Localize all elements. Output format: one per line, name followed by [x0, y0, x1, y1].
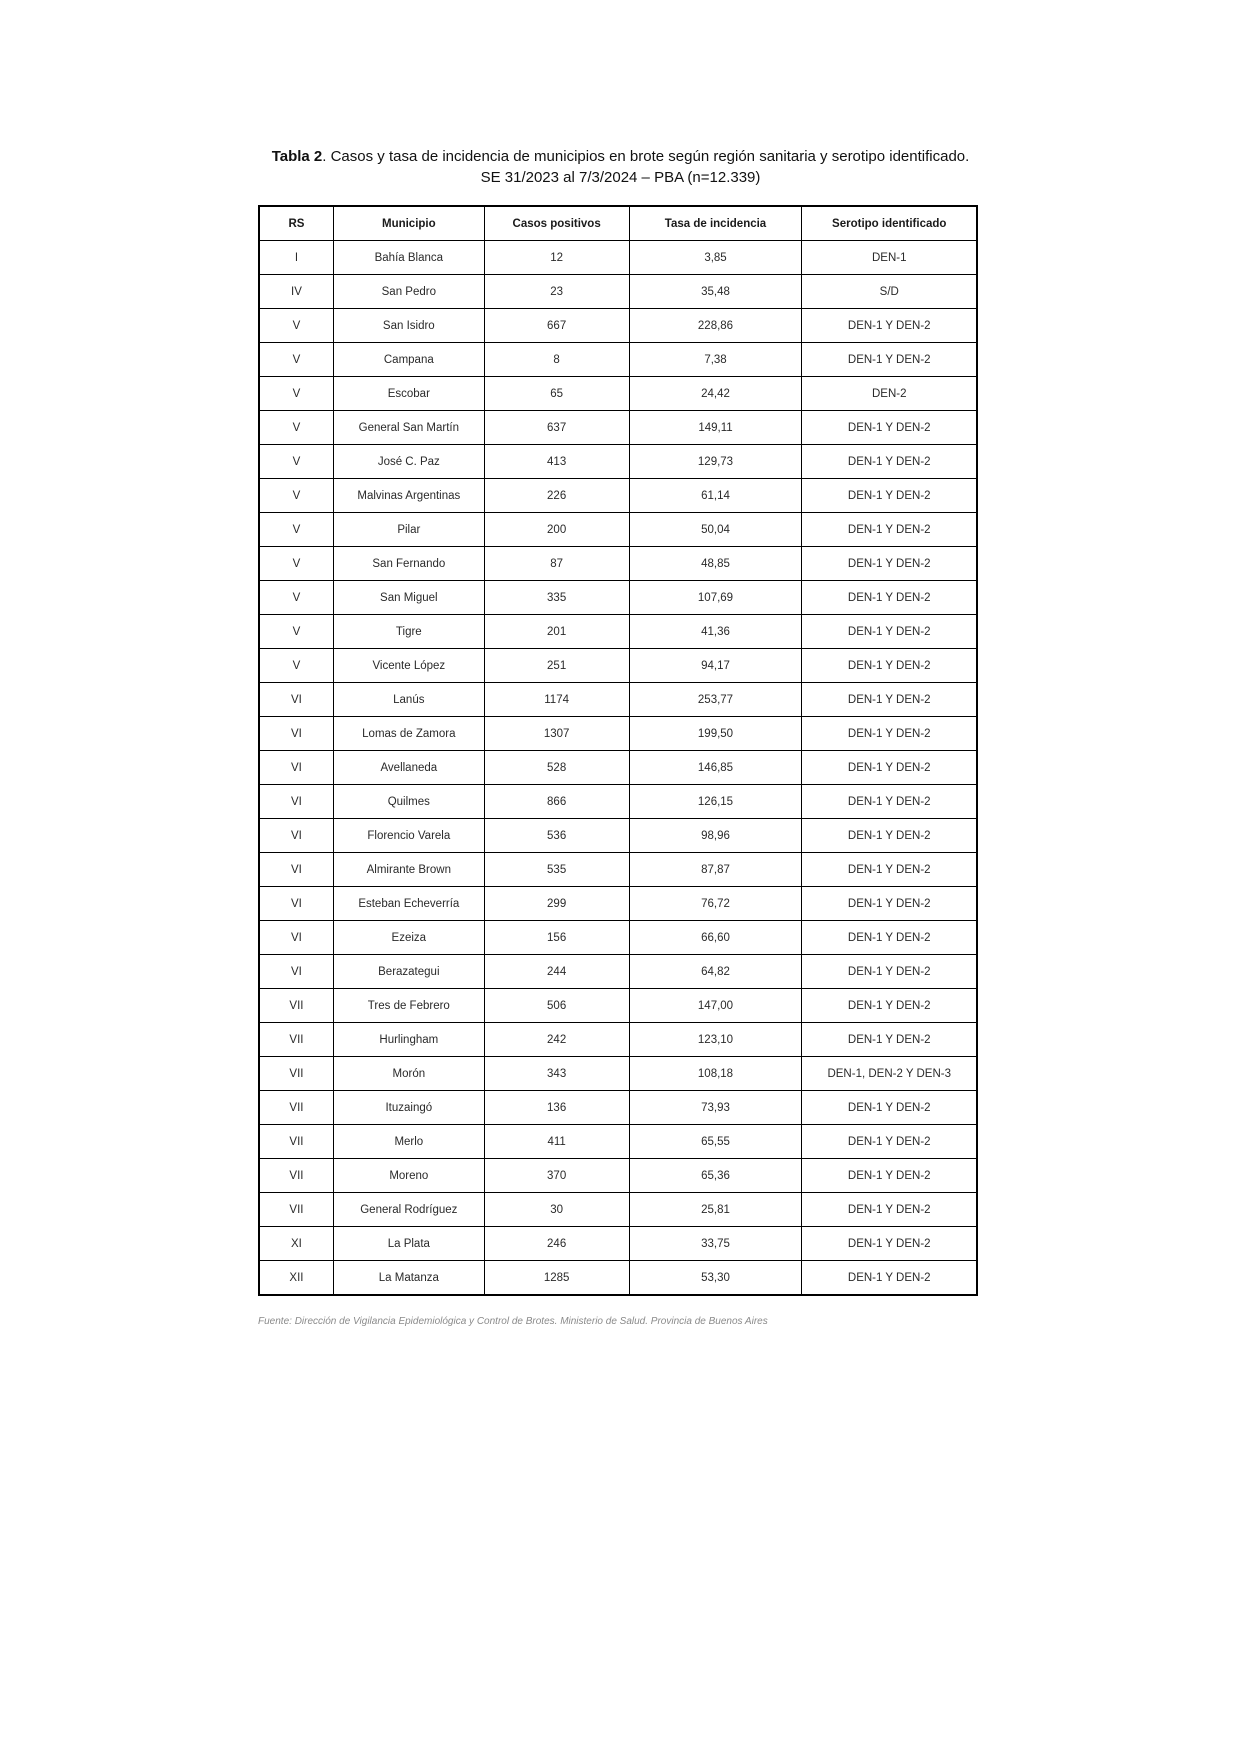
cell-municipio: General Rodríguez [333, 1193, 484, 1227]
cell-rs: XI [259, 1227, 333, 1261]
cell-municipio: Moreno [333, 1159, 484, 1193]
cell-serotipo: DEN-1 Y DEN-2 [802, 853, 977, 887]
table-row [259, 275, 977, 309]
cell-municipio: Ituzaingó [333, 1091, 484, 1125]
cell-tasa: 53,30 [629, 1261, 802, 1296]
cell-tasa: 65,36 [629, 1159, 802, 1193]
cell-tasa: 149,11 [629, 411, 802, 445]
table-row [259, 955, 977, 989]
table-row [259, 1125, 977, 1159]
cell-serotipo: DEN-2 [802, 377, 977, 411]
caption-line-1 [160, 146, 1081, 167]
cell-rs: VII [259, 1057, 333, 1091]
cell-rs: VI [259, 751, 333, 785]
cell-serotipo: DEN-1 Y DEN-2 [802, 615, 977, 649]
cell-serotipo: DEN-1 Y DEN-2 [802, 785, 977, 819]
cell-serotipo: DEN-1 Y DEN-2 [802, 1023, 977, 1057]
cell-casos: 244 [484, 955, 629, 989]
table-header-row [259, 206, 977, 241]
cell-casos: 413 [484, 445, 629, 479]
cell-serotipo: DEN-1 Y DEN-2 [802, 479, 977, 513]
cell-rs: VI [259, 683, 333, 717]
cell-casos: 506 [484, 989, 629, 1023]
cell-rs: V [259, 343, 333, 377]
cell-rs: V [259, 309, 333, 343]
cell-rs: VI [259, 921, 333, 955]
cell-casos: 30 [484, 1193, 629, 1227]
cell-casos: 23 [484, 275, 629, 309]
cell-municipio: Campana [333, 343, 484, 377]
cell-tasa: 146,85 [629, 751, 802, 785]
cell-serotipo: DEN-1 Y DEN-2 [802, 411, 977, 445]
table-row [259, 513, 977, 547]
table-row [259, 887, 977, 921]
table-row [259, 1227, 977, 1261]
cell-municipio: San Miguel [333, 581, 484, 615]
table-row [259, 717, 977, 751]
cell-serotipo: DEN-1 Y DEN-2 [802, 717, 977, 751]
cell-tasa: 123,10 [629, 1023, 802, 1057]
cell-casos: 246 [484, 1227, 629, 1261]
cell-casos: 251 [484, 649, 629, 683]
cell-serotipo: DEN-1 Y DEN-2 [802, 683, 977, 717]
cell-tasa: 147,00 [629, 989, 802, 1023]
cell-tasa: 228,86 [629, 309, 802, 343]
cell-serotipo: S/D [802, 275, 977, 309]
cell-casos: 536 [484, 819, 629, 853]
table-row [259, 853, 977, 887]
cell-rs: V [259, 479, 333, 513]
cell-casos: 1285 [484, 1261, 629, 1296]
cell-tasa: 50,04 [629, 513, 802, 547]
cell-municipio: San Isidro [333, 309, 484, 343]
cell-tasa: 66,60 [629, 921, 802, 955]
cell-serotipo: DEN-1 Y DEN-2 [802, 581, 977, 615]
cell-municipio: San Pedro [333, 275, 484, 309]
cell-serotipo: DEN-1 Y DEN-2 [802, 1261, 977, 1296]
cell-municipio: Tigre [333, 615, 484, 649]
table-row [259, 1193, 977, 1227]
cell-serotipo: DEN-1 Y DEN-2 [802, 445, 977, 479]
cell-tasa: 108,18 [629, 1057, 802, 1091]
cell-rs: V [259, 615, 333, 649]
cell-municipio: Bahía Blanca [333, 241, 484, 275]
cell-casos: 156 [484, 921, 629, 955]
cell-tasa: 25,81 [629, 1193, 802, 1227]
cell-tasa: 3,85 [629, 241, 802, 275]
table-row [259, 581, 977, 615]
cell-serotipo: DEN-1 [802, 241, 977, 275]
cell-rs: V [259, 581, 333, 615]
cell-rs: VII [259, 1091, 333, 1125]
cell-serotipo: DEN-1 Y DEN-2 [802, 1159, 977, 1193]
cell-serotipo: DEN-1, DEN-2 Y DEN-3 [802, 1057, 977, 1091]
caption-line-2: SE 31/2023 al 7/3/2024 – PBA (n=12.339) [480, 169, 761, 186]
cell-tasa: 76,72 [629, 887, 802, 921]
cell-municipio: San Fernando [333, 547, 484, 581]
cell-tasa: 129,73 [629, 445, 802, 479]
cell-serotipo: DEN-1 Y DEN-2 [802, 1125, 977, 1159]
cell-rs: I [259, 241, 333, 275]
cell-serotipo: DEN-1 Y DEN-2 [802, 1091, 977, 1125]
cell-tasa: 253,77 [629, 683, 802, 717]
cell-casos: 87 [484, 547, 629, 581]
cell-tasa: 87,87 [629, 853, 802, 887]
cell-municipio: Hurlingham [333, 1023, 484, 1057]
table-row [259, 547, 977, 581]
cell-rs: V [259, 513, 333, 547]
header-serotipo: Serotipo identificado [802, 206, 977, 241]
cell-tasa: 7,38 [629, 343, 802, 377]
cell-casos: 201 [484, 615, 629, 649]
cell-rs: VII [259, 1023, 333, 1057]
table-row [259, 751, 977, 785]
table-row [259, 377, 977, 411]
table-row [259, 649, 977, 683]
cell-municipio: Berazategui [333, 955, 484, 989]
cell-casos: 12 [484, 241, 629, 275]
cell-rs: VII [259, 1159, 333, 1193]
cell-municipio: Escobar [333, 377, 484, 411]
cell-rs: V [259, 547, 333, 581]
cell-serotipo: DEN-1 Y DEN-2 [802, 819, 977, 853]
cell-municipio: José C. Paz [333, 445, 484, 479]
cell-rs: VI [259, 853, 333, 887]
cell-municipio: Almirante Brown [333, 853, 484, 887]
cell-tasa: 64,82 [629, 955, 802, 989]
table-row [259, 411, 977, 445]
table-row [259, 1091, 977, 1125]
header-casos: Casos positivos [484, 206, 629, 241]
cell-serotipo: DEN-1 Y DEN-2 [802, 649, 977, 683]
cell-tasa: 199,50 [629, 717, 802, 751]
cell-serotipo: DEN-1 Y DEN-2 [802, 751, 977, 785]
cell-tasa: 33,75 [629, 1227, 802, 1261]
header-tasa: Tasa de incidencia [629, 206, 802, 241]
table-row [259, 479, 977, 513]
cell-municipio: Vicente López [333, 649, 484, 683]
cell-rs: XII [259, 1261, 333, 1296]
cell-municipio: Avellaneda [333, 751, 484, 785]
cell-tasa: 61,14 [629, 479, 802, 513]
cell-serotipo: DEN-1 Y DEN-2 [802, 955, 977, 989]
cell-municipio: General San Martín [333, 411, 484, 445]
cell-casos: 1307 [484, 717, 629, 751]
cell-tasa: 35,48 [629, 275, 802, 309]
cell-serotipo: DEN-1 Y DEN-2 [802, 989, 977, 1023]
cell-rs: V [259, 411, 333, 445]
cell-municipio: Esteban Echeverría [333, 887, 484, 921]
cell-rs: VI [259, 819, 333, 853]
table-body [259, 241, 977, 1296]
cell-serotipo: DEN-1 Y DEN-2 [802, 887, 977, 921]
table-caption [160, 146, 1081, 188]
table-row [259, 989, 977, 1023]
cell-casos: 343 [484, 1057, 629, 1091]
cell-serotipo: DEN-1 Y DEN-2 [802, 1227, 977, 1261]
table-row [259, 1057, 977, 1091]
header-municipio: Municipio [333, 206, 484, 241]
cell-serotipo: DEN-1 Y DEN-2 [802, 921, 977, 955]
cell-rs: VII [259, 1193, 333, 1227]
table-row [259, 615, 977, 649]
cell-casos: 370 [484, 1159, 629, 1193]
cell-tasa: 41,36 [629, 615, 802, 649]
cell-municipio: Florencio Varela [333, 819, 484, 853]
cell-tasa: 126,15 [629, 785, 802, 819]
cell-rs: VII [259, 1125, 333, 1159]
cell-casos: 136 [484, 1091, 629, 1125]
cell-tasa: 65,55 [629, 1125, 802, 1159]
cell-tasa: 48,85 [629, 547, 802, 581]
cell-casos: 667 [484, 309, 629, 343]
cell-municipio: Lanús [333, 683, 484, 717]
table-row [259, 343, 977, 377]
cell-municipio: Merlo [333, 1125, 484, 1159]
cell-serotipo: DEN-1 Y DEN-2 [802, 343, 977, 377]
cell-rs: VI [259, 785, 333, 819]
cell-rs: V [259, 445, 333, 479]
source-note: Fuente: Dirección de Vigilancia Epidemiológica y Control de Brotes. Ministerio de Salud. Provincia de Buenos Aires [258, 1316, 768, 1327]
cell-casos: 1174 [484, 683, 629, 717]
table-row [259, 309, 977, 343]
cell-municipio: Quilmes [333, 785, 484, 819]
cell-rs: VI [259, 955, 333, 989]
incidence-table [258, 205, 978, 1296]
cell-tasa: 107,69 [629, 581, 802, 615]
cell-municipio: La Matanza [333, 1261, 484, 1296]
cell-serotipo: DEN-1 Y DEN-2 [802, 1193, 977, 1227]
cell-municipio: La Plata [333, 1227, 484, 1261]
table-row [259, 1261, 977, 1296]
cell-municipio: Malvinas Argentinas [333, 479, 484, 513]
table-row [259, 1159, 977, 1193]
cell-municipio: Ezeiza [333, 921, 484, 955]
table-row [259, 445, 977, 479]
cell-casos: 528 [484, 751, 629, 785]
cell-rs: VI [259, 887, 333, 921]
table-row [259, 683, 977, 717]
cell-casos: 226 [484, 479, 629, 513]
cell-rs: V [259, 649, 333, 683]
cell-casos: 242 [484, 1023, 629, 1057]
table-row [259, 921, 977, 955]
header-rs: RS [259, 206, 333, 241]
cell-casos: 866 [484, 785, 629, 819]
caption-label: Tabla 2 [271, 148, 323, 165]
cell-serotipo: DEN-1 Y DEN-2 [802, 513, 977, 547]
cell-municipio: Morón [333, 1057, 484, 1091]
cell-casos: 8 [484, 343, 629, 377]
cell-casos: 335 [484, 581, 629, 615]
cell-casos: 299 [484, 887, 629, 921]
cell-municipio: Lomas de Zamora [333, 717, 484, 751]
cell-casos: 637 [484, 411, 629, 445]
cell-municipio: Pilar [333, 513, 484, 547]
cell-tasa: 98,96 [629, 819, 802, 853]
cell-rs: IV [259, 275, 333, 309]
cell-tasa: 73,93 [629, 1091, 802, 1125]
cell-rs: VII [259, 989, 333, 1023]
cell-tasa: 24,42 [629, 377, 802, 411]
cell-serotipo: DEN-1 Y DEN-2 [802, 309, 977, 343]
table-row [259, 241, 977, 275]
cell-casos: 65 [484, 377, 629, 411]
cell-rs: VI [259, 717, 333, 751]
table-row [259, 819, 977, 853]
cell-casos: 411 [484, 1125, 629, 1159]
cell-municipio: Tres de Febrero [333, 989, 484, 1023]
cell-rs: V [259, 377, 333, 411]
caption-title: . Casos y tasa de incidencia de municipios en brote según región sanitaria y serotipo identificado. [322, 148, 970, 165]
cell-casos: 200 [484, 513, 629, 547]
cell-tasa: 94,17 [629, 649, 802, 683]
cell-casos: 535 [484, 853, 629, 887]
table-row [259, 1023, 977, 1057]
table-row [259, 785, 977, 819]
cell-serotipo: DEN-1 Y DEN-2 [802, 547, 977, 581]
